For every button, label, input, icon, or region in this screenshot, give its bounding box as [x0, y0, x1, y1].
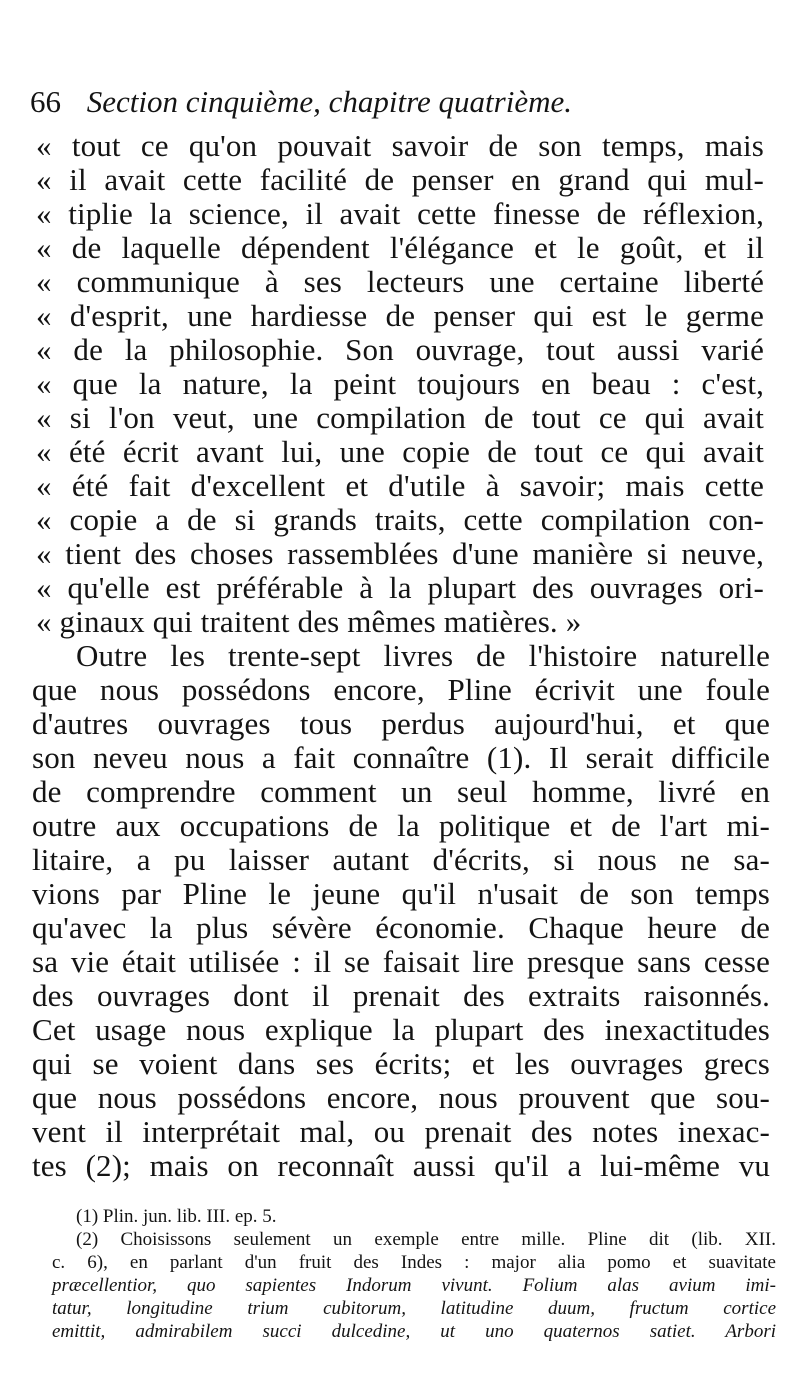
- text-line: « de laquelle dépendent l'élégance et le goût, et il: [36, 230, 764, 265]
- text-line: litaire, a pu laisser autant d'écrits, si nous ne sa-: [32, 842, 770, 877]
- text-line: « ginaux qui traitent des mêmes matières. »: [36, 604, 582, 639]
- footnote-line: tatur, longitudine trium cubitorum, latitudine duum, fructum cortice: [52, 1298, 776, 1319]
- text-line: « d'esprit, une hardiesse de penser qui est le germe: [36, 298, 764, 333]
- text-line: « tout ce qu'on pouvait savoir de son temps, mais: [36, 128, 764, 163]
- text-line: qui se voient dans ses écrits; et les ouvrages grecs: [32, 1046, 770, 1081]
- footnote-line: præcellentior, quo sapientes Indorum vivunt. Folium alas avium imi-: [52, 1275, 776, 1296]
- text-line: « été écrit avant lui, une copie de tout ce qui avait: [36, 434, 764, 469]
- text-line: « qu'elle est préférable à la plupart des ouvrages ori-: [36, 570, 764, 605]
- text-line: « copie a de si grands traits, cette compilation con-: [36, 502, 764, 537]
- text-line: « tient des choses rassemblées d'une manière si neuve,: [36, 536, 764, 571]
- text-line: Outre les trente-sept livres de l'histoire naturelle: [76, 638, 770, 673]
- text-line: que nous possédons encore, Pline écrivit une foule: [32, 672, 770, 707]
- page-header: [30, 80, 770, 124]
- footnote-line: emittit, admirabilem succi dulcedine, ut uno quaternos satiet. Arbori: [52, 1321, 776, 1342]
- text-line: « été fait d'excellent et d'utile à savoir; mais cette: [36, 468, 764, 503]
- text-line: de comprendre comment un seul homme, livré en: [32, 774, 770, 809]
- footnote-1: (1) Plin. jun. lib. III. ep. 5.: [76, 1206, 277, 1227]
- text-line: sa vie était utilisée : il se faisait lire presque sans cesse: [32, 944, 770, 979]
- text-line: des ouvrages dont il prenait des extraits raisonnés.: [32, 978, 770, 1013]
- text-line: « si l'on veut, une compilation de tout ce qui avait: [36, 400, 764, 435]
- footnote-line: c. 6), en parlant d'un fruit des Indes : major alia pomo et suavitate: [52, 1252, 776, 1273]
- text-line: d'autres ouvrages tous perdus aujourd'hui, et que: [32, 706, 770, 741]
- text-line: tes (2); mais on reconnaît aussi qu'il a lui-même vu: [32, 1148, 770, 1183]
- text-line: « tiplie la science, il avait cette finesse de réflexion,: [36, 196, 764, 231]
- text-line: Cet usage nous explique la plupart des inexactitudes: [32, 1012, 770, 1047]
- footnote-2: (2) Choisissons seulement un exemple entre mille. Pline dit (lib. XII.: [76, 1229, 776, 1250]
- text-line: vent il interprétait mal, ou prenait des notes inexac-: [32, 1114, 770, 1149]
- text-line: vions par Pline le jeune qu'il n'usait de son temps: [32, 876, 770, 911]
- running-title: Section cinquième, chapitre quatrième.: [86, 84, 572, 119]
- text-line: que nous possédons encore, nous prouvent que sou-: [32, 1080, 770, 1115]
- page-number: 66: [30, 84, 61, 119]
- text-line: qu'avec la plus sévère économie. Chaque heure de: [32, 910, 770, 945]
- text-line: « de la philosophie. Son ouvrage, tout aussi varié: [36, 332, 764, 367]
- text-line: outre aux occupations de la politique et de l'art mi-: [32, 808, 770, 843]
- text-line: « communique à ses lecteurs une certaine liberté: [36, 264, 764, 299]
- text-line: « que la nature, la peint toujours en beau : c'est,: [36, 366, 764, 401]
- text-line: « il avait cette facilité de penser en grand qui mul-: [36, 162, 764, 197]
- text-line: son neveu nous a fait connaître (1). Il serait difficile: [32, 740, 770, 775]
